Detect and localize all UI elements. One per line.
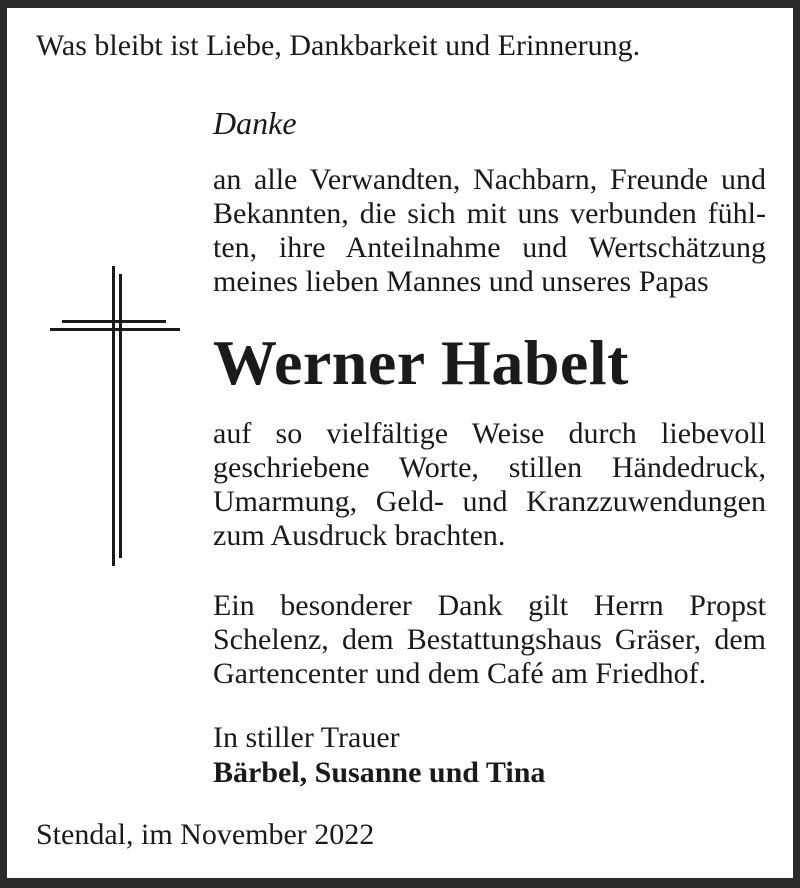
- gratitude-line: auf so vielfältige Weise durch liebevoll: [213, 417, 766, 450]
- mourning-phrase: In stiller Trauer: [213, 721, 400, 754]
- deceased-name: Werner Habelt: [213, 327, 629, 398]
- gratitude-line: Umarmung, Geld- und Kranzzuwendungen: [213, 485, 766, 518]
- double-line-cross-icon: [48, 266, 182, 568]
- place-date: Stendal, im November 2022: [36, 818, 375, 851]
- intro-line: ten, ihre Anteilnahme und Wertschätzung: [213, 231, 766, 264]
- thanks-heading: Danke: [213, 105, 297, 141]
- intro-paragraph: [213, 163, 766, 299]
- special-thanks-paragraph: [213, 589, 766, 691]
- special-thanks-line: Gartencenter und dem Café am Friedhof.: [213, 657, 707, 690]
- special-thanks-line: Ein besonderer Dank gilt Herrn Propst: [213, 589, 766, 622]
- gratitude-line: zum Ausdruck brachten.: [213, 519, 506, 552]
- motto-text: Was bleibt ist Liebe, Dankbarkeit und Erinnerung.: [36, 29, 641, 62]
- intro-line: an alle Verwandten, Nachbarn, Freunde und: [213, 163, 766, 196]
- special-thanks-line: Schelenz, dem Bestattungshaus Gräser, dem: [213, 623, 766, 656]
- intro-line: meines lieben Mannes und unseres Papas: [213, 265, 709, 298]
- intro-line: Bekannten, die sich mit uns verbunden fühl-: [213, 197, 766, 230]
- gratitude-paragraph: [213, 417, 766, 553]
- gratitude-line: geschriebene Worte, stillen Händedruck,: [213, 451, 766, 484]
- family-names: Bärbel, Susanne und Tina: [213, 756, 546, 789]
